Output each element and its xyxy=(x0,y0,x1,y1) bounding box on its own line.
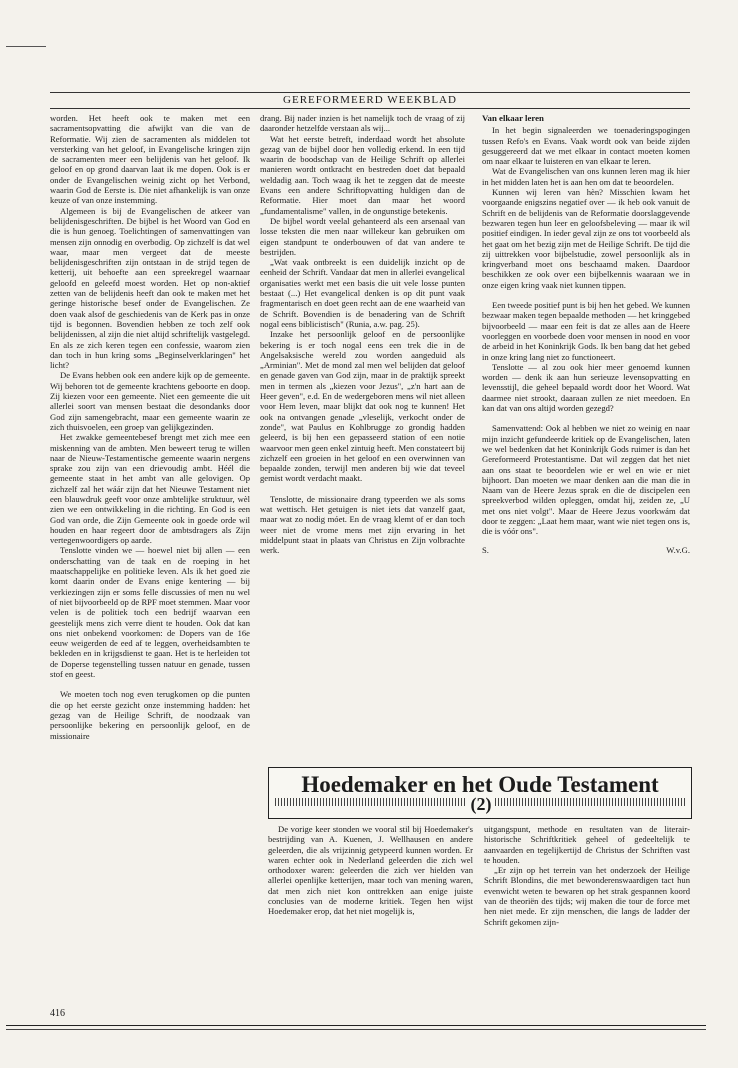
col3-paragraph: Samenvattend: Ook al hebben we niet zo weinig en naar mijn inzicht gefundeerde kritiek op de Evangelischen, laten we wel bedenken dat het Koninkrijk Gods ruimer is dan het Gereformeerd Protestantisme. Dat wil zeggen dat het niet aan ons staat te beoordelen wie er wel en wie er niet bijhoort. Dan moeten we maar denken aan die man die in Naam van de Heere Jezus sprak en die de discipelen een spreekverbod wilden opleggen, omdat hij, zeiden ze, „U met ons niet volgt". Maar de Heere Jezus voorkwám dat door te zeggen: „Laat hem maar, want wie niet tegen ons is, die is vóór ons". xyxy=(482,423,690,537)
masthead-rule-bottom xyxy=(50,108,690,109)
top-left-rule xyxy=(6,46,46,47)
signature-line xyxy=(482,545,690,555)
col2-paragraph: Tenslotte, de missionaire drang typeerden we als soms wat wettisch. Het getuigen is niet iets dat vanzelf gaat, maar wat zo nodig móet. En de vraag klemt of er dan toch weer niet de vrome mens met zijn ervaring in het middelpunt staat in plaats van Christus en Zijn volbrachte werk. xyxy=(260,493,465,556)
col2-paragraph: drang. Bij nader inzien is het namelijk toch de vraag of zij daaronder hetzelfde verstaan als wij... xyxy=(260,113,465,134)
col1-paragraph: De Evans hebben ook een andere kijk op de gemeente. Wij behoren tot de gemeente krachtens geboorte en doop. Zij kiezen voor een gemeente. Niet een gemeente die uit allerlei soort van mensen bestaat die desondanks door God zijn samengebracht, maar een gemeente waarin ze zich thuisvoelen, een groep van gelijkgezinden. xyxy=(50,370,250,432)
col3-paragraph: Wat de Evangelischen van ons kunnen leren mag ik hier in het midden laten het is aan hen om dat te beoordelen. xyxy=(482,166,690,187)
col5-paragraph: uitgangspunt, methode en resultaten van de literair-historische Schriftkritiek geheel of gedeeltelijk te aanvaarden en tegelijkertijd de Christus der Schriften vast te houden. xyxy=(484,824,690,865)
col2-paragraph: Inzake het persoonlijk geloof en de persoonlijke bekering is er toch nogal eens een trek die in de Angelsaksische wereld zou worden aangeduid als „Arminian". Met de mond zal men wel belijden dat geloof en genade gaven van God zijn, maar in de praktijk spreekt men in termen als „kiezen voor Jezus", „z'n hart aan de Heer geven", e.d. En de wedergeboren mens wil niet alleen voor Hem leven, maar blijkt dat ook nog te kunnen! Het ook na ontvangen genade „vleselijk, verkocht onder de zonde", wat Paulus en Kohlbrugge zo grondig hadden geleerd, is bij hen een gepasseerd station of een notie waarvoor men geen enkel zintuig heeft. Men constateert bij zichzelf een groeien in het geloof en een overwinnen van bepaalde zonden, terwijl men anderen bij wie dat teveel gemist wordt verdacht maakt. xyxy=(260,329,465,484)
col4-paragraph: De vorige keer stonden we vooral stil bij Hoedemaker's bestrijding van A. Kuenen, J. Wellhausen en andere geleerden, die als vrijzinnig getypeerd kunnen worden. Er waren echter ook in Nederland geleerden die zich wel orthodoxer waren: geleerden die zich ver hielden van allerlei openlijke ketterijen, maar toch van mening waren, dat men zich niet kon onttrekken aan enige juiste conclusies van de moderne kritiek. Tegen hen wijst Hoedemaker erop, dat het niet mogelijk is, xyxy=(268,824,473,917)
signature-left: S. xyxy=(482,544,489,555)
col1-paragraph: Het zwakke gemeentebesef brengt met zich mee een miskenning van de ambten. Men beweert terug te willen naar de Nieuw-Testamentische gemeente waarin nergens sprake zou zijn van een drievoudig ambt. Héél die gemeente staat in het ambt van alle gelovigen. Op zichzelf zal het wáár zijn dat het Nieuwe Testament niet een blauwdruk geeft voor onze ambtelijke struktuur, wèl zien we een ontwikkeling in die richting. En God is een God van orde, die Zijn Gemeente ook in goede orde wil houden en haar regeert door de ambtsdragers als Zijn vertegenwoordigers op aarde. xyxy=(50,432,250,546)
col2-paragraph: „Wat vaak ontbreekt is een duidelijk inzicht op de eenheid der Schrift. Vandaar dat men in allerlei evangelical organisaties werkt met een basis die uit vele losse punten bestaat (...) Het evangelical denken is op dit punt vaak fragmentarisch en doet geen recht aan de ene waarheid van de Schrift. Bovendien is de benadering van de Schrift nogal eens biblicistisch" (Runia, a.w. pag. 25). xyxy=(260,257,465,329)
section-heading: Van elkaar leren xyxy=(482,113,544,123)
title-hatch-right xyxy=(495,798,685,806)
column-1 xyxy=(50,113,250,993)
col5-paragraph: „Er zijn op het terrein van het onderzoek der Heilige Schrift Blondins, die met bewonderenswaardigen tact hun evenwicht weten te bewaren op het strak gespannen koord van de theoriën des tijds; wij maken die tour de force met hen niet mede. Er zijn menschen, die langs de ladder der Schrift gekomen zijn- xyxy=(484,865,690,927)
article-part-number: (2) xyxy=(470,794,492,814)
col3-paragraph: Een tweede positief punt is bij hen het gebed. We kunnen bezwaar maken tegen bepaalde methoden — het kringgebed bijvoorbeeld — maar een feit is dat ze alles aan de Heere voorleggen en voorbede doen voor mensen in nood en voor de arbeid in het Koninkrijk Gods. Ik ben bang dat het gebed in onze kring lang niet zo functioneert. xyxy=(482,300,690,362)
column-2 xyxy=(260,113,465,763)
col1-paragraph: We moeten toch nog even terugkomen op die punten die op het eerste gezicht onze instemming hadden: het gezag van de Heilige Schrift, de noodzaak van persoonlijke bekering en persoonlijk geloof, en de missionaire xyxy=(50,689,250,741)
col1-paragraph: Tenslotte vinden we — hoewel niet bij allen — een onderschatting van de taak en de roeping in het maatschappelijke en politieke leven. Als ik het goed zie komt daarin onder de Evans enige kentering — bij verkiezingen zijn er soms felle discussies of men nu wel of niet bijvoorbeeld op de RPF moet stemmen. Maar voor velen is de politiek toch een bedrijf waarvan een geestelijk mens zich verre dient te houden. Ook dat kan ons niet onbekend voorkomen: de Dopers van de 16e eeuw weigerden de eed af te leggen, overheidsambten te bekleden en in krijgsdienst te gaan. Het is te herleiden tot de Doperse tegenstelling tussen natuur en genade, tussen stof en geest. xyxy=(50,545,250,680)
column-4 xyxy=(268,824,473,1004)
masthead: GEREFORMEERD WEEKBLAD xyxy=(283,94,457,106)
column-5 xyxy=(484,824,690,1004)
article-title: Hoedemaker en het Oude Testament xyxy=(301,772,659,797)
col3-paragraph: Tenslotte — al zou ook hier meer genoemd kunnen worden — denk ik aan hun serieuze levensopvatting en levensstijl, die geheel bepaald wordt door het Woord. Wat daarmee niet strookt, daaraan zullen ze niet meedoen. En kan dat van ons altijd worden gezegd? xyxy=(482,361,690,414)
col2-paragraph: Wat het eerste betreft, inderdaad wordt het absolute gezag van de bijbel door hen volledig erkend. In een tijd waarin de boodschap van de Heilige Schrift op allerlei manieren wordt ontkracht en bestreden doet dat bepaald weldadig aan. Toch waag ik het te zeggen dat de meeste Evans een andere Schriftopvatting huldigen dan de Reformatie. Hier moet dan maar het woord „fundamentalisme" vallen, in de ongunstige betekenis. xyxy=(260,133,465,216)
bottom-rule-2 xyxy=(6,1029,706,1030)
col3-paragraph: Kunnen wij leren van hèn? Misschien kwam het voorgaande enigszins negatief over — ik heb ook vanuit de Schrift en de belijdenis van de Reformatie doorslaggevende bezwaren tegen hun leer en geloofsbeleving — maar ik wil positief eindigen. In ieder geval zijn ze ons tot voorbeeld als het gaat om het bezig zijn met de Heilige Schrift. De tijd die zij uittrekken voor bijbelstudie, zowel persoonlijk als in kringverband moet ons beschaamd maken. Daardoor beschikken ze ook over een bijbelkennis waaraan we in onze eigen kring vaak niet kunnen tippen. xyxy=(482,187,690,290)
signature-right: W.v.G. xyxy=(666,544,690,555)
col2-paragraph: De bijbel wordt veelal gehanteerd als een arsenaal van losse teksten die men naar willekeur kan gebruiken om eigen standpunt te onderbouwen of dat van andere te bestrijden. xyxy=(260,215,465,257)
title-hatch-left xyxy=(275,798,467,806)
col1-paragraph: worden. Het heeft ook te maken met een sacramentsopvatting die afwijkt van die van de Reformatie. Wij zien de sacramenten als middelen tot versterking van het geloof, in Evangelische kringen zijn de sacramenten meer een belijdenis van het geloof. Ik geloof en op grond daarvan laat ik me dopen. Ook is er onder de Evangelischen weinig zicht op het Verbond, waarin God de Eerste is. Die niet afhankelijk is van onze keuze of van onze instemming. xyxy=(50,113,250,206)
col3-paragraph: In het begin signaleerden we toenaderingspogingen tussen Refo's en Evans. Vaak wordt ook van beide zijden gesuggereerd dat we met elkaar in contact moeten komen om naar elkaar te luisteren en van elkaar te leren. xyxy=(482,125,690,167)
page-number: 416 xyxy=(50,1008,65,1019)
column-3 xyxy=(482,113,690,763)
article-title-box xyxy=(268,767,692,819)
col1-paragraph: Algemeen is bij de Evangelischen de atkeer van belijdenisgeschriften. De bijbel is het Woord van God en die is hun genoeg. Toelichtingen of samenvattingen van mensen zijn onnodig en overbodig. Op zichzelf is dat wel waar, maar men vergeet dat de meeste belijdenisgeschriften zijn ontstaan in de strijd tegen de ketterij, uit behoefte aan een spreekregel waarnaar geloofd en geleefd moest worden. Het op non-aktief zetten van de belijdenis heeft dan ook te maken met het geringe historische besef onder de Evangelischen. Ze doen vaak alsof de geschiedenis van de Kerk pas in onze tijd is begonnen. Bovendien hebben ze toch zelf ook belijdenissen, al zijn die niet altijd schriftelijk vastgelegd. En als ze zich keren tegen een confessie, waarom zien dan toch in hun kring soms „Beginselverklaringen" het licht? xyxy=(50,205,250,371)
bottom-rule xyxy=(6,1025,706,1026)
